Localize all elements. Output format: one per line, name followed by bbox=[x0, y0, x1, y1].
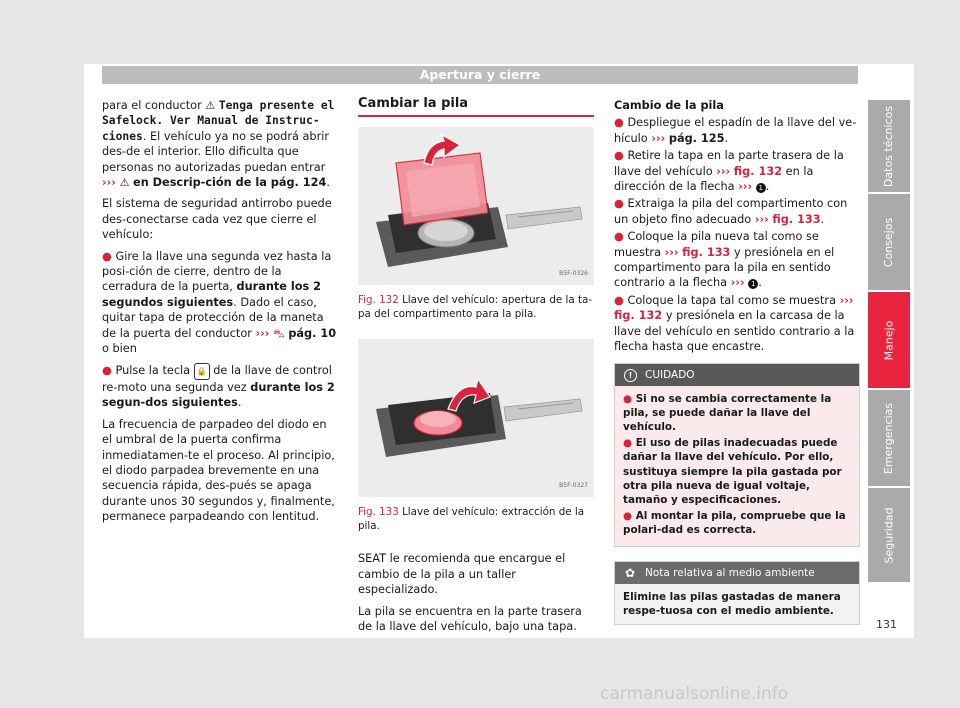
bullet-icon: ● bbox=[614, 230, 624, 244]
callout-1-icon: 1 bbox=[756, 183, 766, 193]
link-page-10[interactable]: pág. 10 bbox=[288, 326, 337, 340]
watermark: carmanualsonline.info bbox=[600, 684, 789, 704]
key-open-cover-illustration bbox=[358, 127, 594, 285]
link-fig-132[interactable]: fig. 132 bbox=[614, 309, 663, 323]
bullet-icon: ● bbox=[623, 437, 633, 450]
ref-arrow: ››› bbox=[255, 326, 270, 340]
link-fig-132[interactable]: fig. 132 bbox=[733, 164, 783, 178]
ref-arrow: ››› bbox=[839, 293, 854, 307]
column-2 bbox=[358, 96, 594, 640]
paragraph-led: La frecuencia de parpadeo del diodo en el umbral de la puerta confirma inmediatamen-te el proceso. Al principio, el diodo parpadea brevemente en una secuencia rápida, des-pués se apaga durante unos 30 segundos y, finalmente, permanece parpadeando con lentitud. bbox=[102, 417, 335, 524]
paragraph-safelock: para el conductor ⚠ Tenga presente el Safelock. Ver Manual de Instruc-ciones. El vehículo ya no se podrá abrir des-de el interior. Ello dificulta que personas no autorizadas puedan entrar ››› ⚠ en Descrip-ción de la pág. 124. bbox=[102, 99, 335, 190]
car-door-icon: ⛍ bbox=[273, 326, 285, 340]
bullet-icon: ● bbox=[614, 116, 624, 130]
ref-arrow: ››› bbox=[716, 164, 731, 178]
bullet-press-key: ● Pulse la tecla 🔒 de la llave de control re-moto una segunda vez durante los 2 segun-dos siguientes. bbox=[102, 363, 335, 410]
callout-1-icon: 1 bbox=[748, 279, 758, 289]
ref-arrow: ››› bbox=[738, 180, 753, 194]
steps-title: Cambio de la pila bbox=[614, 99, 724, 112]
step-3: ● Extraiga la pila del compartimento con un objeto fino adecuado ››› fig. 133. bbox=[614, 197, 848, 226]
section-title: Cambiar la pila bbox=[358, 96, 594, 117]
ref-arrow: ››› bbox=[754, 212, 769, 226]
tab-datos-tecnicos[interactable]: Datos técnicos bbox=[868, 100, 910, 192]
environment-icon: ✿ bbox=[625, 565, 636, 580]
environment-body: Elimine las pilas gastadas de manera respe-tuosa con el medio ambiente. bbox=[615, 584, 859, 624]
step-1: ● Despliegue el espadín de la llave del ve-hículo ››› pág. 125. bbox=[614, 116, 857, 145]
tab-seguridad[interactable]: Seguridad bbox=[868, 488, 910, 582]
bullet-icon: ● bbox=[614, 293, 624, 307]
link-description[interactable]: en Descrip-ción de la pág. 124 bbox=[133, 176, 327, 190]
figure-133 bbox=[358, 339, 594, 497]
figure-code: B5F-0326 bbox=[559, 270, 588, 277]
step-4: ● Coloque la pila nueva tal como se muestra ››› fig. 133 y presiónela en el compartimento para la pila en sentido contrario a la flecha ››› 1 . bbox=[614, 230, 835, 290]
tab-emergencias[interactable]: Emergencias bbox=[868, 390, 910, 486]
bullet-icon: ● bbox=[614, 149, 624, 163]
step-2: ● Retire la tapa en la parte trasera de la llave del vehículo ››› fig. 132 en la dirección de la flecha ››› 1 . bbox=[614, 149, 844, 194]
link-fig-133[interactable]: fig. 133 bbox=[682, 245, 731, 259]
environment-note-box bbox=[614, 561, 860, 625]
caution-item: ● Si no se cambia correctamente la pila, se puede dañar la llave del vehículo. bbox=[623, 392, 832, 433]
ref-arrow: ››› bbox=[102, 176, 116, 190]
caution-box bbox=[614, 363, 860, 547]
page-number: 131 bbox=[876, 618, 897, 631]
paragraph-location: La pila se encuentra en la parte trasera de la llave del vehículo, bajo una tapa. bbox=[358, 604, 582, 634]
ref-arrow: ››› bbox=[730, 276, 745, 290]
warning-icon: ⚠ bbox=[205, 99, 216, 112]
paragraph-recommend: SEAT le recomienda que encargue el cambio de la pila a un taller especializado. bbox=[358, 552, 566, 597]
side-tabs bbox=[868, 100, 910, 584]
figure-132 bbox=[358, 127, 594, 285]
caution-header: ! CUIDADO bbox=[615, 364, 859, 386]
warning-icon: ⚠ bbox=[119, 176, 130, 190]
step-5: ● Coloque la tapa tal como se muestra ››› fig. 132 y presiónela en la carcasa de la llave del vehículo en sentido contrario a la flecha hasta que encastre. bbox=[614, 293, 855, 354]
bullet-turn-key: ● Gire la llave una segunda vez hasta la posi-ción de cierre, dentro de la cerradura de la puerta, durante los 2 segundos siguientes. Dado el caso, quitar tapa de protección de la maneta de la puerta del conductor ››› ⛍ pág. 10 o bien bbox=[102, 249, 337, 356]
figure-code: B5F-0327 bbox=[559, 482, 588, 489]
caution-icon: ! bbox=[624, 369, 637, 382]
page-header: Apertura y cierre bbox=[102, 66, 858, 84]
caption-132: Fig. 132 Llave del vehículo: apertura de la ta-pa del compartimento para la pila. bbox=[358, 294, 593, 321]
ref-arrow: ››› bbox=[664, 245, 679, 259]
column-3 bbox=[614, 98, 858, 625]
bullet-icon: ● bbox=[623, 510, 633, 523]
link-fig-133[interactable]: fig. 133 bbox=[772, 212, 821, 226]
bullet-icon: ● bbox=[102, 363, 112, 377]
column-1 bbox=[102, 98, 338, 531]
key-remove-battery-illustration bbox=[358, 339, 594, 497]
bullet-icon: ● bbox=[623, 392, 633, 405]
lock-key-icon: 🔒 bbox=[194, 363, 210, 380]
caution-item: ● Al montar la pila, compruebe que la polari-dad es correcta. bbox=[623, 510, 846, 537]
bullet-icon: ● bbox=[102, 249, 112, 263]
ref-arrow: ››› bbox=[651, 131, 666, 145]
caution-item: ● El uso de pilas inadecuadas puede dañar la llave del vehículo. Por ello, sustituya siempre la pila gastada por otra pila nueva de igual voltaje, tamaño y especificaciones. bbox=[623, 437, 842, 506]
link-page-125[interactable]: pág. 125 bbox=[668, 131, 725, 145]
caption-133: Fig. 133 Llave del vehículo: extracción de la pila. bbox=[358, 506, 585, 533]
tab-manejo[interactable]: Manejo bbox=[868, 292, 910, 388]
environment-header: ✿ Nota relativa al medio ambiente bbox=[615, 562, 859, 584]
paragraph-antitheft: El sistema de seguridad antirrobo puede des-conectarse cada vez que cierre el vehículo: bbox=[102, 197, 332, 242]
tab-consejos[interactable]: Consejos bbox=[868, 194, 910, 290]
caution-body bbox=[615, 386, 859, 546]
bullet-icon: ● bbox=[614, 197, 624, 211]
